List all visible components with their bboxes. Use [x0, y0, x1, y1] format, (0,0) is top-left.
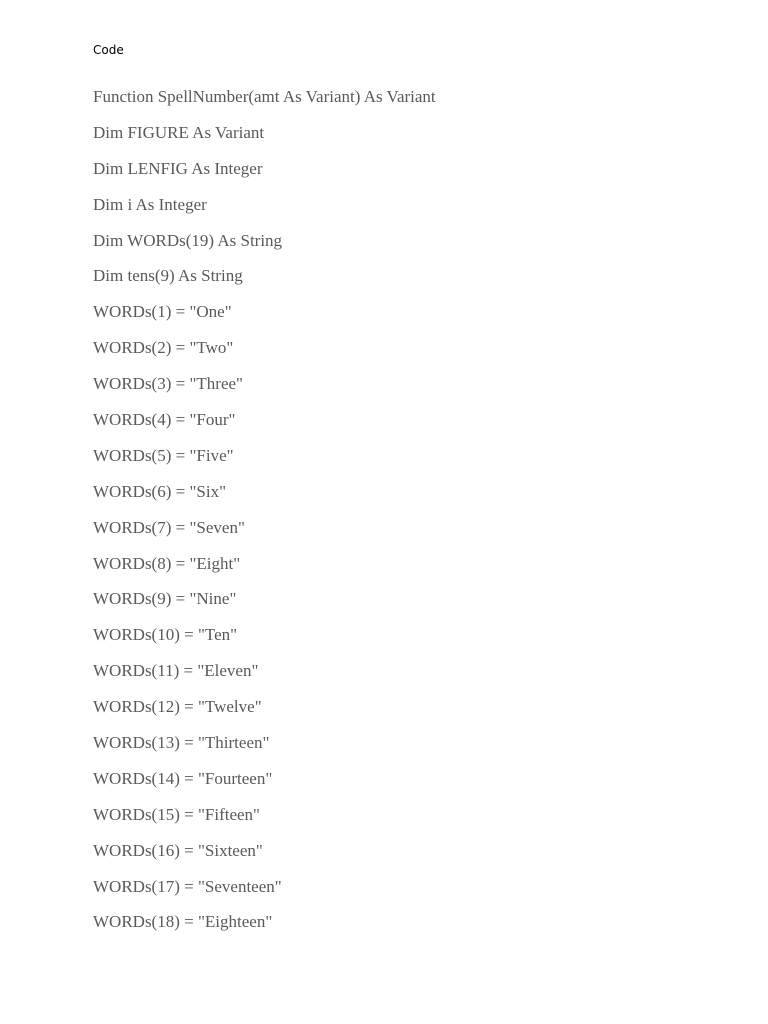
code-line: Dim LENFIG As Integer [93, 158, 263, 178]
code-line: WORDs(2) = "Two" [93, 338, 234, 358]
page-heading: Code [93, 43, 124, 57]
code-line: WORDs(16) = "Sixteen" [93, 840, 263, 860]
code-line: WORDs(10) = "Ten" [93, 625, 238, 645]
code-line: WORDs(14) = "Fourteen" [93, 768, 273, 788]
code-line: WORDs(17) = "Seventeen" [93, 876, 282, 896]
code-line: Function SpellNumber(amt As Variant) As Variant [93, 87, 436, 106]
code-line: WORDs(1) = "One" [93, 302, 232, 322]
code-line: WORDs(15) = "Fifteen" [93, 804, 260, 824]
code-line: Dim FIGURE As Variant [93, 122, 265, 142]
code-line: Dim tens(9) As String [93, 266, 243, 286]
code-line: WORDs(4) = "Four" [93, 410, 236, 430]
code-line: Dim WORDs(19) As String [93, 230, 283, 250]
code-line: WORDs(8) = "Eight" [93, 553, 241, 573]
code-line: WORDs(12) = "Twelve" [93, 697, 262, 717]
code-block [93, 86, 436, 947]
code-line: WORDs(9) = "Nine" [93, 589, 237, 609]
code-line: WORDs(13) = "Thirteen" [93, 733, 270, 753]
code-line: WORDs(6) = "Six" [93, 481, 227, 501]
code-line: WORDs(11) = "Eleven" [93, 661, 259, 681]
code-line: WORDs(3) = "Three" [93, 374, 243, 394]
code-line: WORDs(7) = "Seven" [93, 517, 245, 537]
code-line: WORDs(5) = "Five" [93, 445, 234, 465]
code-line: Dim i As Integer [93, 194, 207, 214]
code-line: WORDs(18) = "Eighteen" [93, 912, 273, 932]
